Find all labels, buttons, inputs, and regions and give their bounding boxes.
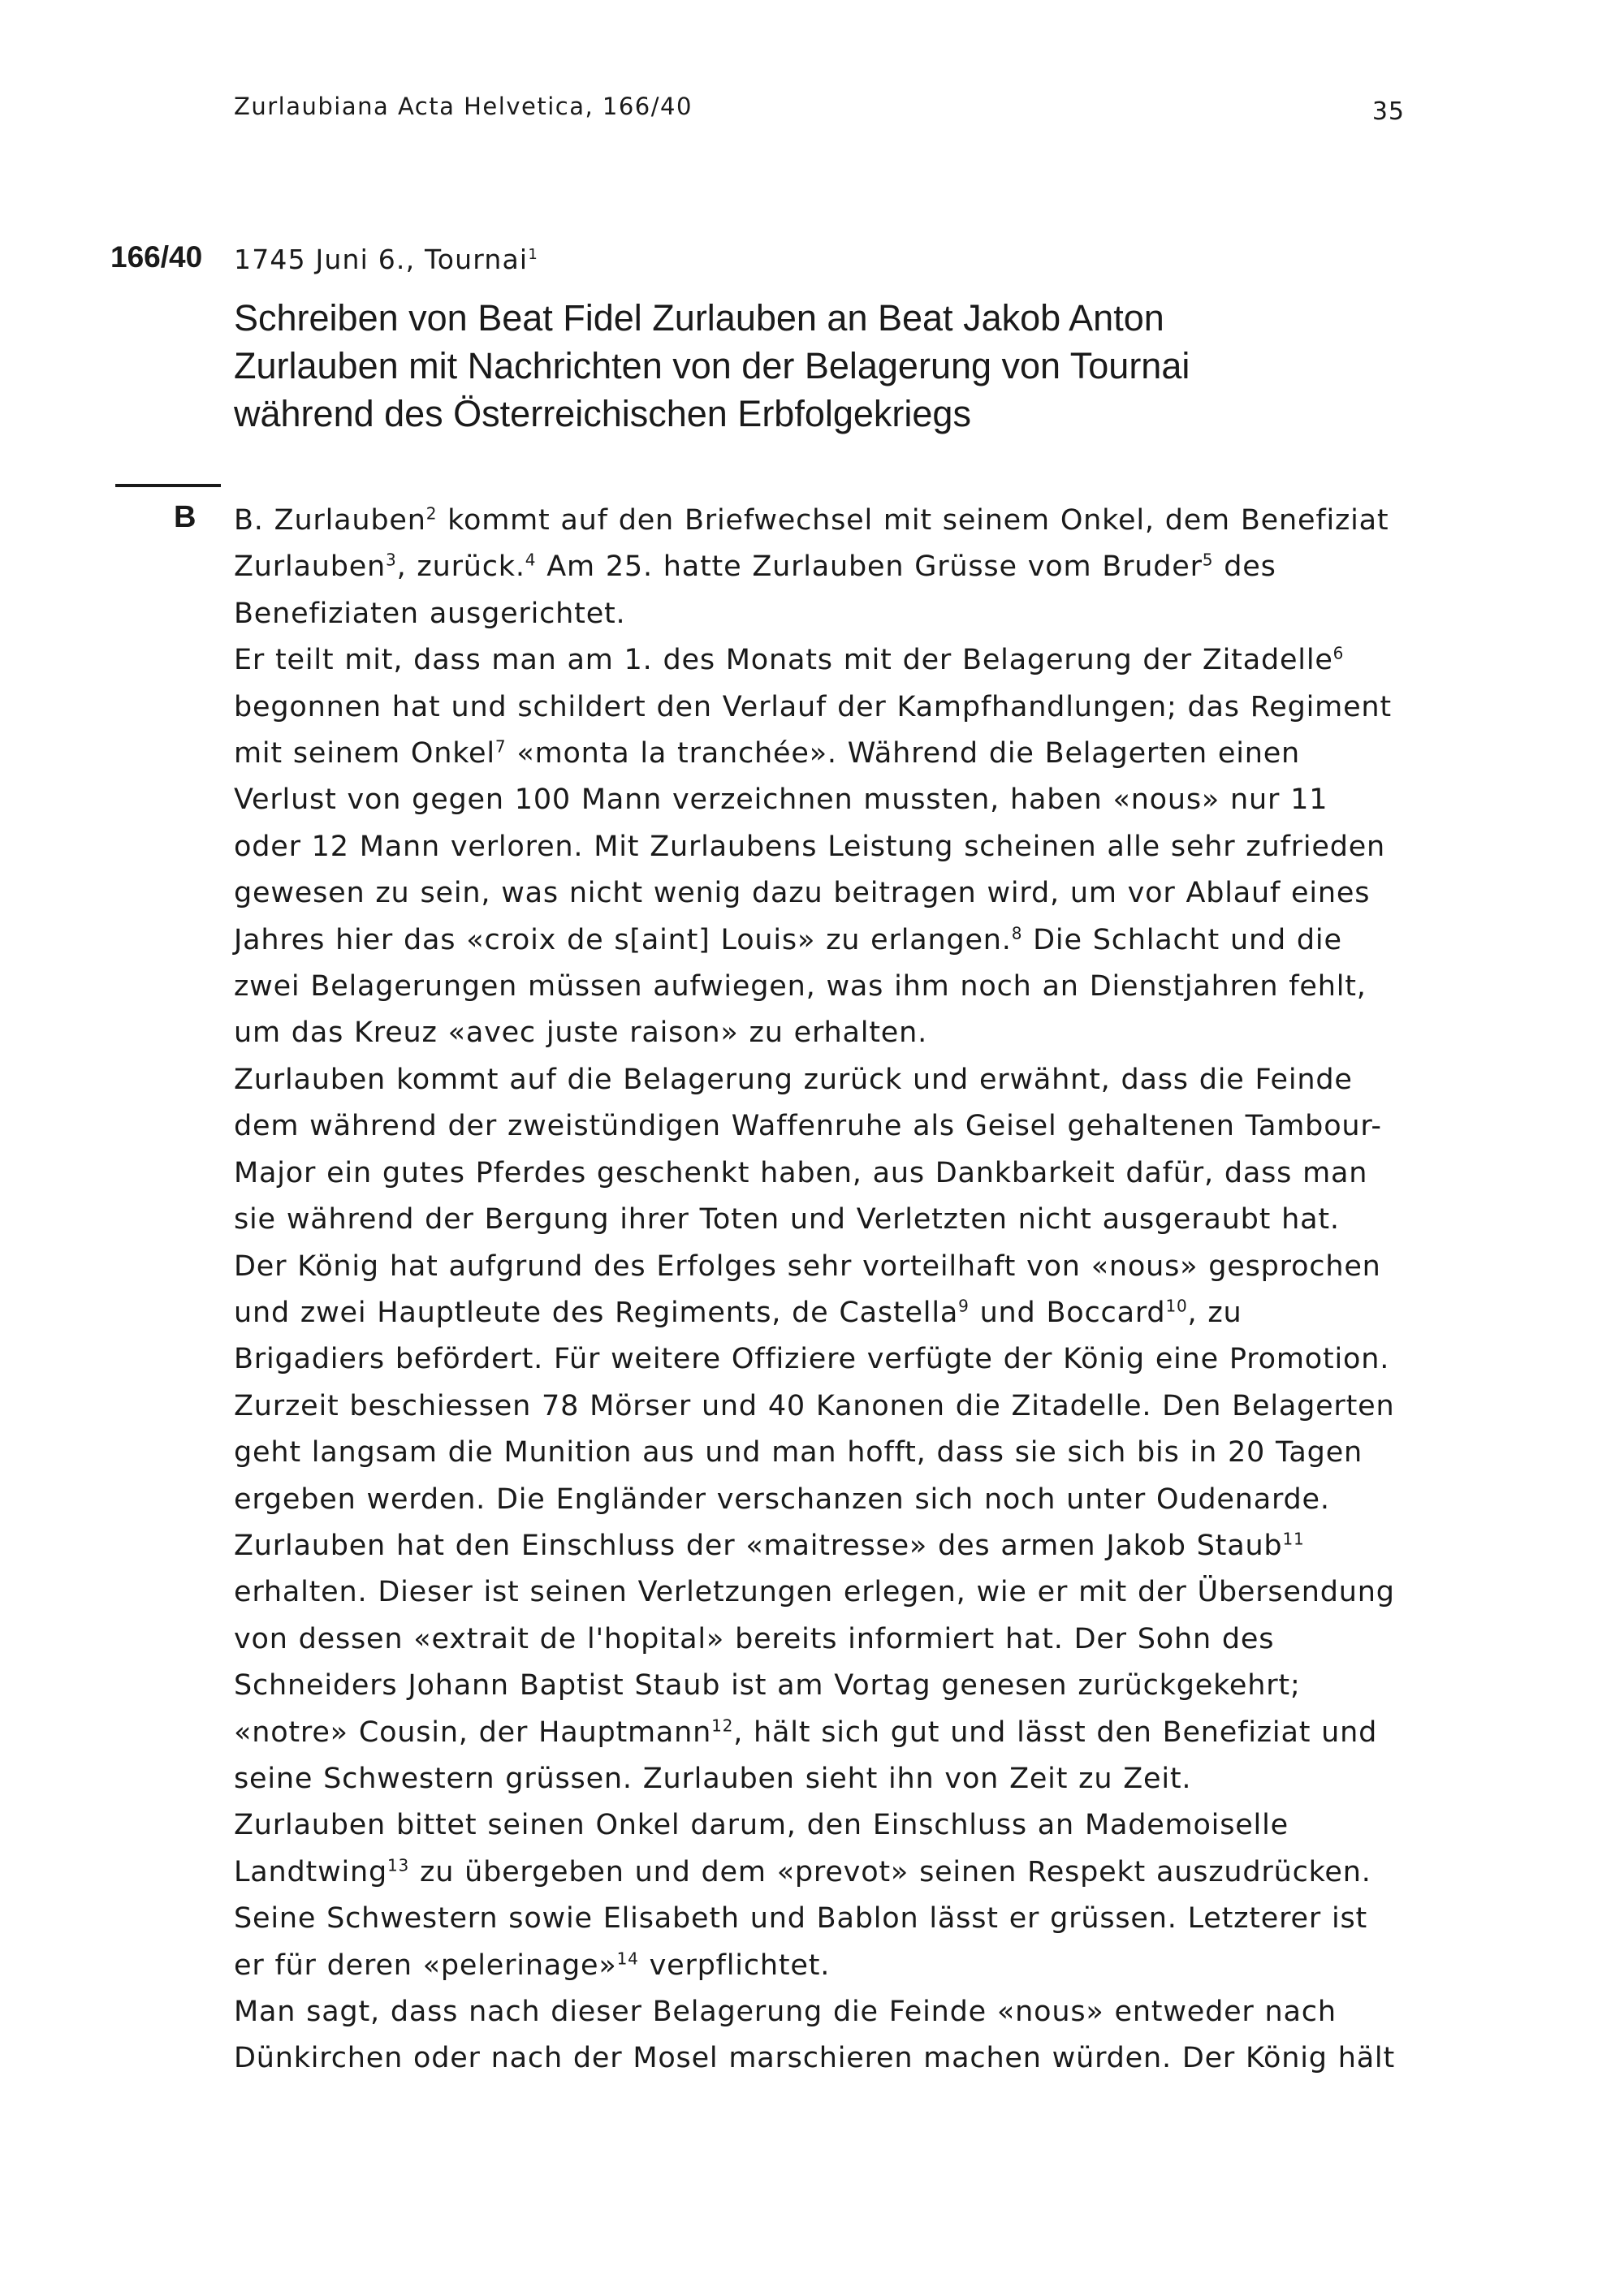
footnote-ref: 4 <box>525 550 537 570</box>
text-run: zu übergeben und dem «prevot» seinen Respekt auszudrücken. Seine Schwestern sowie Elisabeth und Bablon lässt er grüssen. Letzterer ist er für deren «pelerinage» <box>234 1855 1371 1982</box>
footnote-ref: 1 <box>528 246 538 263</box>
text-run: Man sagt, dass nach dieser Belagerung die Feinde «nous» entweder nach Dünkirchen oder nach der Mosel marschieren machen würden. Der König hält <box>234 1996 1395 2075</box>
footnote-ref: 6 <box>1332 643 1345 663</box>
text-run: Am 25. hatte Zurlauben Grüsse vom Bruder <box>536 550 1203 584</box>
section-rule <box>115 484 221 487</box>
text-run: , zu Brigadiers befördert. Für weitere Offiziere verfügte der König eine Promotion. Zurzeit beschiessen 78 Mörser und 40 Kanonen die Zitadelle. Den Belagerten geht langsam die Munition aus und man hofft, dass sie sich bis in 20 Tagen ergeben werden. Die Engländer verschanzen sich noch unter Oudenarde. <box>234 1296 1395 1516</box>
footnote-ref: 13 <box>387 1855 410 1875</box>
text-run: Der König hat aufgrund des Erfolges sehr vorteilhaft von «nous» gesprochen und zwei Hauptleute des Regiments, de Castella <box>234 1249 1381 1329</box>
text-run: B. Zurlauben <box>234 504 426 537</box>
running-head: Zurlaubiana Acta Helvetica, 166/40 <box>234 93 693 120</box>
document-title: Schreiben von Beat Fidel Zurlauben an Beat Jakob Anton Zurlauben mit Nachrichten von der Belagerung von Tournai während des Österreichischen Erbfolgekriegs <box>234 297 1190 434</box>
summary-paragraph <box>234 498 1403 637</box>
summary-paragraph <box>234 1523 1403 1802</box>
footnote-ref: 3 <box>386 550 397 570</box>
text-run: des Benefiziaten ausgerichtet. <box>234 550 1276 630</box>
text-run: Zurlauben bittet seinen Onkel darum, den Einschluss an Mademoiselle Landtwing <box>234 1809 1289 1888</box>
text-run: , hält sich gut und lässt den Benefiziat und seine Schwestern grüssen. Zurlauben sieht ihn von Zeit zu Zeit. <box>234 1716 1378 1795</box>
date-place-text: 1745 Juni 6., Tournai <box>234 244 529 275</box>
text-run: Zurlauben kommt auf die Belagerung zurück und erwähnt, dass die Feinde dem während der zweistündigen Waffenruhe als Geisel gehaltenen Tambour-Major ein gutes Pferdes geschenkt haben, aus Dankbarkeit dafür, dass man sie während der Bergung ihrer Toten und Verletzten nicht ausgeraubt hat. <box>234 1063 1382 1236</box>
text-run: Er teilt mit, dass man am 1. des Monats mit der Belagerung der Zitadelle <box>234 644 1333 677</box>
text-run: und Boccard <box>969 1296 1166 1329</box>
text-run: begonnen hat und schildert den Verlauf der Kampfhandlungen; das Regiment mit seinem Onkel <box>234 690 1392 770</box>
summary-paragraph <box>234 1802 1403 1989</box>
page-number: 35 <box>1371 97 1405 126</box>
footnote-ref: 5 <box>1202 550 1214 570</box>
text-run: «monta la tranchée». Während die Belagerten einen Verlust von gegen 100 Mann verzeichnen mussten, haben «nous» nur 11 oder 12 Mann verloren. Mit Zurlaubens Leistung scheinen alle sehr zufrieden gewesen zu sein, was nicht wenig dazu beitragen wird, um vor Ablauf eines Jahres hier das «croix de s[aint] Louis» zu erlangen. <box>234 737 1386 956</box>
summary-paragraph <box>234 637 1403 1057</box>
footnote-ref: 14 <box>616 1948 639 1968</box>
summary-marker: B <box>174 500 197 534</box>
footnote-ref: 8 <box>1011 923 1023 943</box>
text-run: , zurück. <box>396 550 525 584</box>
text-run: Zurlauben hat den Einschluss der «maitresse» des armen Jakob Staub <box>234 1529 1283 1562</box>
document-number: 166/40 <box>110 240 203 274</box>
footnote-ref: 12 <box>711 1715 734 1735</box>
footnote-ref: 7 <box>495 736 507 757</box>
footnote-ref: 10 <box>1165 1296 1188 1316</box>
text-run: kommt auf den Briefwechsel mit seinem Onkel, dem Benefiziat Zurlauben <box>234 504 1389 584</box>
summary-paragraph <box>234 1244 1403 1523</box>
footnote-ref: 2 <box>425 503 438 524</box>
summary-body <box>234 498 1403 2082</box>
summary-paragraph <box>234 1057 1403 1244</box>
summary-paragraph <box>234 1989 1403 2082</box>
document-date-place <box>234 244 538 275</box>
text-run: verpflichtet. <box>638 1949 831 1982</box>
footnote-ref: 11 <box>1282 1529 1305 1549</box>
text-run: erhalten. Dieser ist seinen Verletzungen erlegen, wie er mit der Übersendung von dessen «extrait de l'hopital» bereits informiert hat. Der Sohn des Schneiders Johann Baptist Staub ist am Vortag genesen zurückgekehrt; «notre» Cousin, der Hauptmann <box>234 1576 1395 1749</box>
footnote-ref: 9 <box>958 1296 970 1316</box>
text-run: Die Schlacht und die zwei Belagerungen müssen aufwiegen, was ihm noch an Dienstjahren fehlt, um das Kreuz «avec juste raison» zu erhalten. <box>234 923 1367 1050</box>
